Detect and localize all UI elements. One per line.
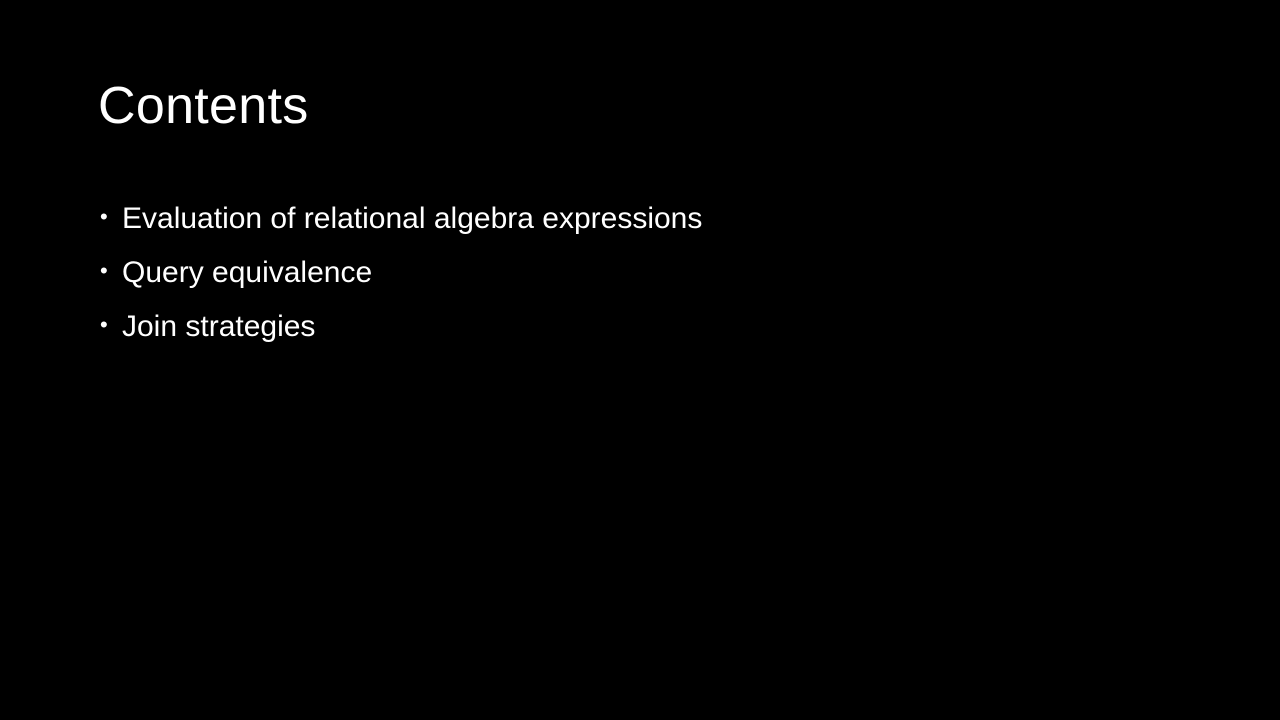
bullet-item xyxy=(100,300,702,354)
bullet-icon: • xyxy=(100,204,108,229)
bullet-text: Query equivalence xyxy=(122,256,373,289)
bullet-icon: • xyxy=(100,258,108,283)
bullet-item xyxy=(100,192,702,246)
bullet-text: Join strategies xyxy=(122,310,316,343)
bullet-item xyxy=(100,246,702,300)
bullet-icon: • xyxy=(100,312,108,337)
slide-title: Contents xyxy=(98,77,309,135)
bullet-text: Evaluation of relational algebra expressions xyxy=(122,202,703,235)
bullet-list xyxy=(100,192,702,354)
